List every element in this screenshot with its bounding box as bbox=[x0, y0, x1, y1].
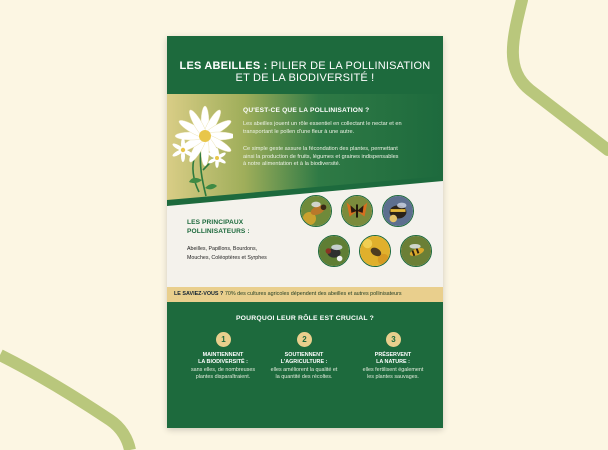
reason-title-line: MAINTIENNENT bbox=[202, 352, 244, 358]
fly-photo bbox=[318, 235, 350, 267]
poster bbox=[167, 36, 443, 428]
paragraph-line: Les abeilles jouent un rôle essentiel en collectant le nectar et en bbox=[243, 121, 402, 127]
reason-title-line: LA NATURE : bbox=[376, 359, 410, 366]
paragraph-line: Ce simple geste assure la fécondation des plantes, permettant bbox=[243, 146, 398, 152]
reason-desc-line: la quantité des récoltes. bbox=[275, 374, 333, 381]
title-line2: ET DE LA BIODIVERSITÉ ! bbox=[235, 72, 375, 84]
pollination-heading: QU'EST-CE QUE LA POLLINISATION ? bbox=[243, 107, 370, 114]
did-you-know-text: 70% des cultures agricoles dépendent des abeilles et autres pollinisateurs bbox=[224, 291, 402, 297]
reason-desc-line: elles fertilisent également bbox=[362, 366, 424, 373]
reason-desc-line: elles améliorent la qualité et bbox=[270, 366, 338, 373]
paragraph-line: transportant le pollen d'une fleur à une autre. bbox=[243, 128, 355, 135]
why-heading: POURQUOI LEUR RÔLE EST CRUCIAL ? bbox=[235, 315, 375, 322]
list-line: Abeilles, Papillons, Bourdons, bbox=[187, 246, 258, 252]
reason-title-line: PRÉSERVENT bbox=[374, 352, 412, 358]
reason-biodiversity bbox=[183, 352, 263, 382]
title-bold: LES ABEILLES : bbox=[179, 60, 268, 72]
reason-desc-line: plantes disparaîtraient. bbox=[195, 374, 251, 381]
heading-line: LES PRINCIPAUX bbox=[187, 219, 244, 226]
title-line1: PILIER DE LA POLLINISATION bbox=[270, 60, 431, 72]
paragraph-line: à notre alimentation et à la biodiversité. bbox=[243, 161, 341, 168]
reason-desc-line: les plantes sauvages. bbox=[367, 374, 419, 381]
did-you-know-label: LE SAVIEZ-VOUS ? bbox=[174, 291, 224, 297]
pollination-paragraph-1 bbox=[243, 121, 437, 136]
reason-desc-line: sans elles, de nombreuses bbox=[190, 366, 256, 373]
poster-title bbox=[167, 60, 443, 84]
bee-photo bbox=[300, 195, 332, 227]
heading-line: POLLINISATEURS : bbox=[187, 227, 250, 235]
reason-title-line: L'AGRICULTURE : bbox=[280, 359, 328, 366]
reason-nature bbox=[353, 352, 433, 382]
bumblebee-photo bbox=[382, 195, 414, 227]
butterfly-photo bbox=[341, 195, 373, 227]
hoverfly-photo bbox=[400, 235, 432, 267]
did-you-know-banner bbox=[167, 287, 443, 302]
pollinators-section bbox=[167, 181, 443, 286]
list-line: Mouches, Coléoptères et Syrphes bbox=[187, 254, 267, 261]
reason-agriculture bbox=[264, 352, 344, 382]
number-badge-1: 1 bbox=[216, 332, 231, 347]
number-badge-2: 2 bbox=[297, 332, 312, 347]
pollinators-heading bbox=[187, 219, 287, 236]
number-badge-3: 3 bbox=[386, 332, 401, 347]
pollinators-list bbox=[187, 245, 307, 262]
beetle-photo bbox=[359, 235, 391, 267]
pollination-paragraph-2 bbox=[243, 146, 437, 169]
reason-title-line: LA BIODIVERSITÉ : bbox=[198, 359, 248, 366]
reason-title-line: SOUTIENNENT bbox=[284, 352, 324, 358]
paragraph-line: ainsi la production de fruits, légumes et graines indispensables bbox=[243, 153, 399, 160]
